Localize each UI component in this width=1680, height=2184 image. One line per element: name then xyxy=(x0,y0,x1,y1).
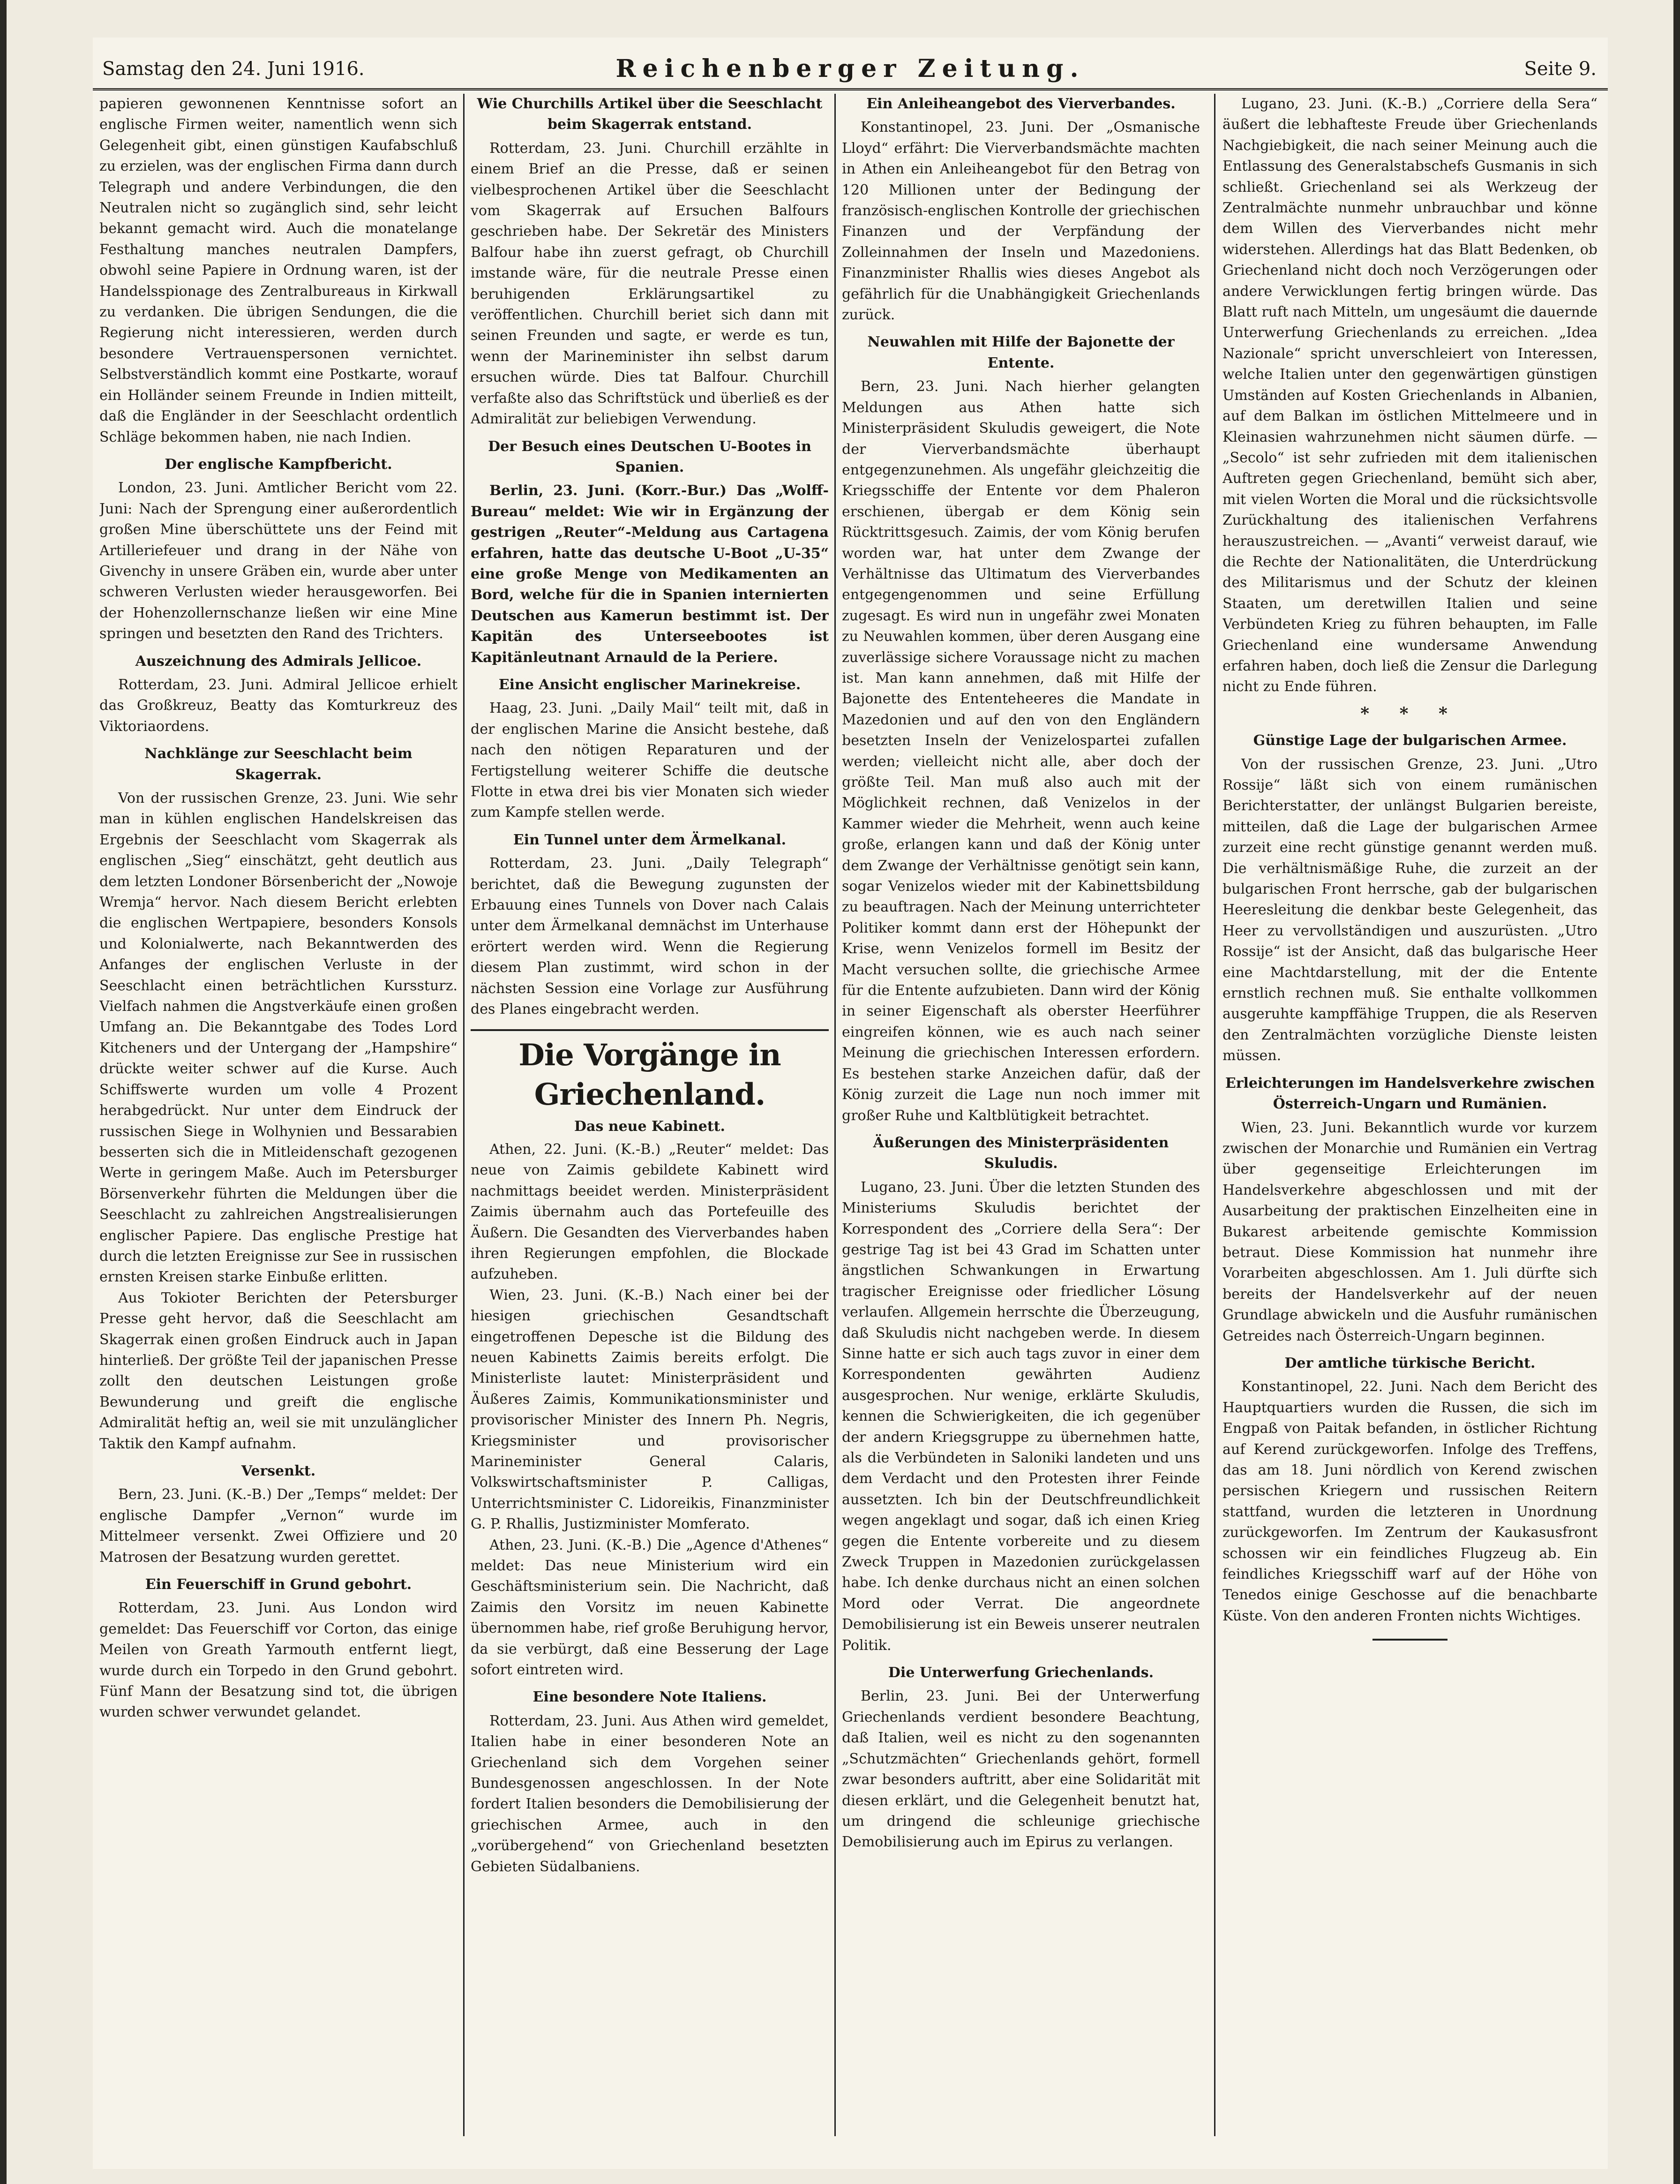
article-heading: Nachklänge zur Seeschlacht beim Skagerrak. xyxy=(144,746,412,783)
article-heading: Die Unterwerfung Griechenlands. xyxy=(888,1664,1154,1681)
article-body: Aus Tokioter Berichten der Petersburger Presse geht hervor, daß die Seeschlacht am Skagerrak einen großen Eindruck auch in Japan hinterließ. Der größte Teil der japanischen Presse zollt den deutschen Leistungen große Bewunderung und greift die englische Admiralität heftig an, weil sie mit unzulänglicher Taktik den Kampf aufnahm. xyxy=(99,1289,458,1452)
article-body: Berlin, 23. Juni. (Korr.-Bur.) Das „Wolff-Bureau“ meldet: Wie wir in Ergänzung der gestrigen „Reuter“-Meldung aus Cartagena erfahren, hatte das deutsche U-Boot „U-35“ eine große Menge von Medikamenten an Bord, welche für die in Spanien internierten Deutschen aus Kamerun bestimmt ist. Der Kapitän des Unterseebootes ist Kapitänleutnant Arnauld de la Periere. xyxy=(471,482,829,666)
article-heading: Der Besuch eines Deutschen U-Bootes in Spanien. xyxy=(488,438,811,475)
issue-date: Samstag den 24. Juni 1916. xyxy=(102,58,365,80)
article-body: Rotterdam, 23. Juni. Aus Athen wird gemeldet, Italien habe in einer besonderen Note an Griechenland sich dem Vorgehen seiner Bundesgenossen angeschlossen. In der Note fordert Italien besonders die Demobilisierung der griechischen Armee, auch in den „vorübergehend“ von Griechenland besetzten Gebieten Südalbaniens. xyxy=(471,1712,829,1875)
article-continuation: papieren gewonnenen Kenntnisse sofort an englische Firmen weiter, namentlich wenn sich Gelegenheit gibt, einen günstigen Kaufabschluß zu erzielen, was der englischen Firma dann durch Telegraph und andere Verbindungen, die den Neutralen nicht so zugänglich sind, sehr leicht bekannt gemacht wird. Auch die monatelange Festhaltung manches neutralen Dampfers, obwohl seine Papiere in Ordnung waren, ist der Handelsspionage des Zentralbureaus in Kirkwall zu verdanken. Die übrigen Sendungen, die die Regierung nicht interessieren, werden durch besondere Vertrauenspersonen vernichtet. Selbstverständlich kommt eine Postkarte, worauf ein Holländer seinem Freunde in Indien mitteilt, daß die Engländer in der Seeschlacht ordentlich Schläge bekommen haben, nie nach Indien. xyxy=(99,96,458,445)
article-heading: Auszeichnung des Admirals Jellicoe. xyxy=(135,653,422,670)
article-body: Wien, 23. Juni. (K.-B.) Nach einer bei der hiesigen griechischen Gesandtschaft eingetroffenen Depesche ist die Bildung des neuen Kabinetts Zaimis bereits erfolgt. Die Ministerliste lautet: Ministerpräsident und Äußeres Zaimis, Kommunikationsminister und provisorischer Minister des Innern Ph. Negris, Kriegsminister und provisorischer Marineminister General Calaris, Volkswirtschaftsminister P. Calligas, Unterrichtsminister C. Lidoreikis, Finanzminister G. P. Rhallis, Justizminister Momferato. xyxy=(471,1287,829,1533)
scan-edge-right xyxy=(1673,0,1680,2184)
article-heading: Äußerungen des Ministerpräsidenten Skuludis. xyxy=(873,1134,1169,1172)
column-rule xyxy=(834,94,836,2136)
article-heading: Der englische Kampfbericht. xyxy=(165,456,392,473)
article-heading: Ein Anleiheangebot des Vierverbandes. xyxy=(866,96,1176,112)
newspaper-page xyxy=(93,38,1608,2169)
article-heading: Eine Ansicht englischer Marinekreise. xyxy=(498,676,801,693)
article-heading: Neuwahlen mit Hilfe der Bajonette der Entente. xyxy=(867,334,1175,371)
article-body: Konstantinopel, 23. Juni. Der „Osmanische Lloyd“ erfährt: Die Vierverbandsmächte machten in Athen ein Anleiheangebot für den Betrag von 120 Millionen unter der Bedingung der französisch-englischen Kontrolle der griechischen Finanzen und der Verpfändung der Zolleinnahmen der Inseln und Mazedoniens. Finanzminister Rhallis wies dieses Angebot als gefährlich für die Unabhängigkeit Griechenlands zurück. xyxy=(842,119,1200,324)
article-body: Lugano, 23. Juni. (K.-B.) „Corriere della Sera“ äußert die lebhafteste Freude über Griechenlands Nachgiebigkeit, die nach seiner Meinung auch die Entlassung des Generalstabschefs Gusmanis in sich schließt. Griechenland sei als Werkzeug der Zentralmächte nunmehr unbrauchbar und könne dem Willen des Vierverbandes nicht mehr widerstehen. Allerdings hat das Blatt Bedenken, ob Griechenland nicht doch noch Verzögerungen oder andere Verwicklungen fertig bringen würde. Das Blatt ruft nach Mitteln, um ungesäumt die dauernde Unterwerfung Griechenlands zu erreichen. „Idea Nazionale“ spricht unverschleiert von Interessen, welche Italien unter den gegenwärtigen günstigen Umständen auf Kosten Griechenlands in Albanien, auf dem Balkan im östlichen Mittelmeere und in Kleinasien wahrzunehmen nicht säumen dürfe. — „Secolo“ ist sehr zufrieden mit dem italienischen Auftreten gegen Griechenland, bemüht sich aber, mit vielen Worten die Moral und die rücksichtsvolle Zurückhaltung des italienischen Verfahrens herauszustreichen. — „Avanti“ verweist darauf, wie die Rechte der Nationalitäten, die Unterdrückung des Militarismus und der Schutz der kleinen Staaten, um deretwillen Italien und seine Verbündeten Krieg zu führen behaupten, im Falle Griechenland eine wundersame Anwendung erfahren haben, doch ließ die Zensur die Darlegung nicht zu Ende führen. xyxy=(1222,96,1598,695)
page-header xyxy=(93,51,1608,90)
article-body: Berlin, 23. Juni. Bei der Unterwerfung Griechenlands verdient besondere Beachtung, daß Italien, weil es nicht zu den sogenannten „Schutzmächten“ Griechenlands gehört, formell zwar besonders auftritt, aber eine Solidarität mit diesen erklärt, und die Gelegenheit benutzt hat, um dringend die schleunige griechische Demobilisierung auch im Epirus zu verlangen. xyxy=(842,1688,1200,1851)
article-heading: Ein Tunnel unter dem Ärmelkanal. xyxy=(513,831,787,848)
article-body: Athen, 22. Juni. (K.-B.) „Reuter“ meldet: Das neue von Zaimis gebildete Kabinett wird nachmittags beeidet werden. Ministerpräsident Zaimis übernahm auch das Portefeuille des Äußern. Die Gesandten des Vierverbandes haben ihren Regierungen empfohlen, die Blockade aufzuheben. xyxy=(471,1141,829,1283)
column-rule xyxy=(1214,94,1215,2136)
article-body: London, 23. Juni. Amtlicher Bericht vom 22. Juni: Nach der Sprengung einer außerordentlich großen Mine überschüttete uns der Feind mit Artilleriefeuer und drang in der Nähe von Givenchy in unsere Gräben ein, wurde aber unter schweren Verlusten wieder herausgeworfen. Bei der Hohenzollernschanze ließen wir eine Mine springen und besetzten den Rand des Trichters. xyxy=(99,480,458,642)
article-body: Wien, 23. Juni. Bekanntlich wurde vor kurzem zwischen der Monarchie und Rumänien ein Vertrag über gegenseitige Erleichterungen im Handelsverkehre abgeschlossen und mit der Ausarbeitung der praktischen Einzelheiten eine in Bukarest arbeitende gemischte Kommission betraut. Diese Kommission hat nunmehr ihre Vorarbeiten abgeschlossen. Am 1. Juli dürfte sich bereits der Handelsverkehr auf der neuen Grundlage abwickeln und die Ausfuhr rumänischen Getreides nach Österreich-Ungarn beginnen. xyxy=(1222,1119,1598,1344)
column-3 xyxy=(842,94,1200,2136)
column-1 xyxy=(99,94,458,2136)
article-body: Athen, 23. Juni. (K.-B.) Die „Agence d'Athenes“ meldet: Das neue Ministerium wird ein Geschäftsministerium sein. Die Nachricht, daß Zaimis den Vorsitz im neuen Kabinette übernommen habe, rief große Beruhigung hervor, da sie verbürgt, daß eine Besserung der Lage sofort eintreten wird. xyxy=(471,1536,829,1679)
article-heading: Wie Churchills Artikel über die Seeschlacht beim Skagerrak entstand. xyxy=(477,96,823,133)
article-body: Bern, 23. Juni. Nach hierher gelangten Meldungen aus Athen hatte sich Ministerpräsident Skuludis geweigert, die Note der Vierverbandsmächte überhaupt entgegenzunehmen. Als ungefähr gleichzeitig die Kriegsschiffe der Entente vor dem Phaleron erschienen, übergab er dem König sein Rücktrittsgesuch. Zaimis, der vom König berufen worden war, hat unter dem Zwange der Verhältnisse das Ultimatum des Vierverbandes entgegengenommen und seine Erfüllung zugesagt. Es wird nun in ungefähr zwei Monaten zu Neuwahlen kommen, über deren Ausgang eine zuverlässige sichere Voraussage nicht zu machen ist. Man kann annehmen, daß mit Hilfe der Bajonette des Ententeheeres die Mandate in Mazedonien und auf den von den Engländern besetzten Inseln der Venizelospartei zufallen werden; vielleicht nicht alle, aber doch der größte Teil. Man muß also auch mit der Möglichkeit rechnen, daß Venizelos in der Kammer wieder die Mehrheit, wenn auch keine große, erlangen kann und daß der König unter dem Zwange der Verhältnisse genötigt sein kann, sogar Venizelos wieder mit der Kabinettsbildung zu beauftragen. Nach der Meinung unterrichteter Politiker kommt dann erst der Höhepunkt der Krise, wenn Venizelos formell im Besitz der Macht versuchen sollte, die griechische Armee für die Entente aufzubieten. Dann wird der König in seiner Eigenschaft als oberster Heerführer eingreifen können, wie es auch nach seiner Meinung die griechischen Interessen erfordern. Es bestehen starke Anzeichen dafür, daß der König zurzeit die Lage nun noch immer mit großer Ruhe und Kaltblütigkeit betrachtet. xyxy=(842,378,1200,1124)
article-body: Rotterdam, 23. Juni. Churchill erzählte in einem Brief an die Presse, daß er seinen vielbesprochenen Artikel über die Seeschlacht vom Skagerrak auf Ersuchen Balfours geschrieben habe. Der Sekretär des Ministers Balfour habe ihn zuerst gefragt, ob Churchill imstande wäre, für die neutrale Presse einen beruhigenden Erklärungsartikel zu veröffentlichen. Churchill beriet sich dann mit seinen Freunden und sagte, er werde es tun, wenn der Marineminister ihn selbst darum ersuchen würde. Dies tat Balfour. Churchill verfaßte also das Schriftstück und überließ es der Admiralität zur beliebigen Verwendung. xyxy=(471,140,829,428)
end-rule xyxy=(1372,1639,1448,1641)
article-heading: Erleichterungen im Handelsverkehre zwischen Österreich-Ungarn und Rumänien. xyxy=(1225,1075,1595,1113)
article-body: Haag, 23. Juni. „Daily Mail“ teilt mit, daß in der englischen Marine die Ansicht bestehe, daß nach den nötigen Reparaturen und der Fertigstellung weiterer Schiffe die deutsche Flotte in etwa drei bis vier Monaten sich wieder zum Kampfe stellen werde. xyxy=(471,700,829,821)
article-body: Lugano, 23. Juni. Über die letzten Stunden des Ministeriums Skuludis berichtet der Korrespondent des „Corriere della Sera“: Der gestrige Tag ist bei 43 Grad im Schatten unter ängstlichen Schwankungen in Erwartung tragischer Ereignisse oder friedlicher Lösung verlaufen. Allgemein herrschte die Überzeugung, daß Skuludis nicht nachgeben werde. In diesem Sinne hatte er sich auch tags zuvor in einer dem Korrespondenten gewährten Audienz ausgesprochen. Nur wenige, erklärte Skuludis, kennen die Schwierigkeiten, die ich gegenüber der andern Kriegsgruppe zu übernehmen hatte, als die Verbündeten in Saloniki landeten und uns dem Verdacht und den Protesten ihrer Feinde aussetzten. Ich bin der Deutschfreundlichkeit wegen angeklagt und sogar, daß ich einen Krieg gegen die Entente vorbereite und zu diesem Zweck Truppen in Mazedonien zurückgelassen habe. Ich denke durchaus nicht an einen solchen Mord oder Verrat. Die angeordnete Demobilisierung ist ein Beweis unserer neutralen Politik. xyxy=(842,1179,1200,1654)
article-body: Konstantinopel, 22. Juni. Nach dem Bericht des Hauptquartiers wurden die Russen, die sich im Engpaß von Paitak befanden, in östlicher Richtung auf Kerend zurückgeworfen. Infolge des Treffens, das am 18. Juni nördlich von Kerend zwischen persischen Kriegern und russischen Reitern stattfand, wurden die letzteren in Unordnung zurückgeworfen. Im Zentrum der Kaukasusfront schossen wir ein feindliches Flugzeug ab. Ein feindliches Kriegsschiff warf auf der Höhe von Tenedos einige Geschosse auf die benachbarte Küste. Von den anderen Fronten nichts Wichtiges. xyxy=(1222,1378,1598,1624)
article-heading: Ein Feuerschiff in Grund gebohrt. xyxy=(145,1576,412,1593)
article-body: Von der russischen Grenze, 23. Juni. „Utro Rossije“ läßt sich von einem rumänischen Berichterstatter, der unlängst Bulgarien bereiste, mitteilen, daß die Lage der bulgarischen Armee zurzeit eine recht günstige genannt werden muß. Die verhältnismäßige Ruhe, die zurzeit an der bulgarischen Front herrsche, gab der bulgarischen Heeresleitung die denkbar beste Gelegenheit, das Heer zu vervollständigen und auszurüsten. „Utro Rossije“ ist der Ansicht, daß das bulgarische Heer eine Machtdarstellung, mit der die Entente ernstlich rechnen muß. Sie enthalte vollkommen ausgeruhte kampffähige Truppen, die als Reserven den Zentralmächten vorzügliche Dienste leisten müssen. xyxy=(1222,756,1598,1064)
article-body: Rotterdam, 23. Juni. Admiral Jellicoe erhielt das Großkreuz, Beatty das Komturkreuz des Viktoriaordens. xyxy=(99,676,458,735)
scan-edge-left xyxy=(0,0,7,2184)
masthead: Reichenberger Zeitung. xyxy=(615,54,1085,83)
article-heading: Günstige Lage der bulgarischen Armee. xyxy=(1253,732,1567,749)
column-4 xyxy=(1222,94,1598,2136)
article-body: Rotterdam, 23. Juni. „Daily Telegraph“ berichtet, daß die Bewegung zugunsten der Erbauung eines Tunnels von Dover nach Calais unter dem Ärmelkanal demnächst im Unterhause erörtert werden wird. Wenn die Regierung diesem Plan zustimmt, wird schon in der nächsten Session eine Vorlage zur Ausführung des Planes eingebracht werden. xyxy=(471,855,829,1018)
section-subheading: Das neue Kabinett. xyxy=(574,1118,725,1135)
article-body: Bern, 23. Juni. (K.-B.) Der „Temps“ meldet: Der englische Dampfer „Vernon“ wurde im Mittelmeer versenkt. Zwei Offiziere und 20 Matrosen der Besatzung wurden gerettet. xyxy=(99,1486,458,1566)
article-heading: Eine besondere Note Italiens. xyxy=(532,1689,767,1706)
article-heading: Versenkt. xyxy=(241,1463,316,1479)
column-rule xyxy=(463,94,465,2136)
article-body: Von der russischen Grenze, 23. Juni. Wie sehr man in kühlen englischen Handelskreisen das Ergebnis der Seeschlacht vom Skagerrak als englischen „Sieg“ einschätzt, geht deutlich aus dem letzten Londoner Börsenbericht der „Nowoje Wremja“ hervor. Nach diesem Bericht erlebten die englischen Wertpapiere, besonders Konsols und Kolonialwerte, nach Bekanntwerden des Anfanges der englischen Verluste in der Seeschlacht einen beträchtlichen Kurssturz. Vielfach nahmen die Angstverkäufe einen großen Umfang an. Die Bekanntgabe des Todes Lord Kitcheners und der Untergang der „Hampshire“ drückte weiter schwer auf die Kurse. Auch Schiffswerte wurden um volle 4 Prozent herabgedrückt. Nur unter dem Eindruck der russischen Siege in Wolhynien und Bessarabien besserten sich die in Mitleidenschaft gezogenen Werte in geringem Maße. Auch im Petersburger Börsenverkehr führten die Meldungen über die Seeschlacht zu zahlreichen Angstrealisierungen englischer Papiere. Das englische Prestige hat durch die letzten Ereignisse zur See in russischen ernsten Kreisen starke Einbuße erlitten. xyxy=(99,790,458,1286)
page-number: Seite 9. xyxy=(1524,58,1597,80)
section-headline: Die Vorgänge in Griechenland. xyxy=(471,1029,829,1115)
article-body: Rotterdam, 23. Juni. Aus London wird gemeldet: Das Feuerschiff vor Corton, das einige Meilen von Greath Yarmouth entfernt liegt, wurde durch ein Torpedo in den Grund gebohrt. Fünf Mann der Besatzung sind tot, die übrigen wurden schwer verwundet gelandet. xyxy=(99,1600,458,1721)
column-2 xyxy=(471,94,829,2136)
article-heading: Der amtliche türkische Bericht. xyxy=(1284,1355,1536,1371)
section-separator: * * * xyxy=(1360,703,1460,723)
